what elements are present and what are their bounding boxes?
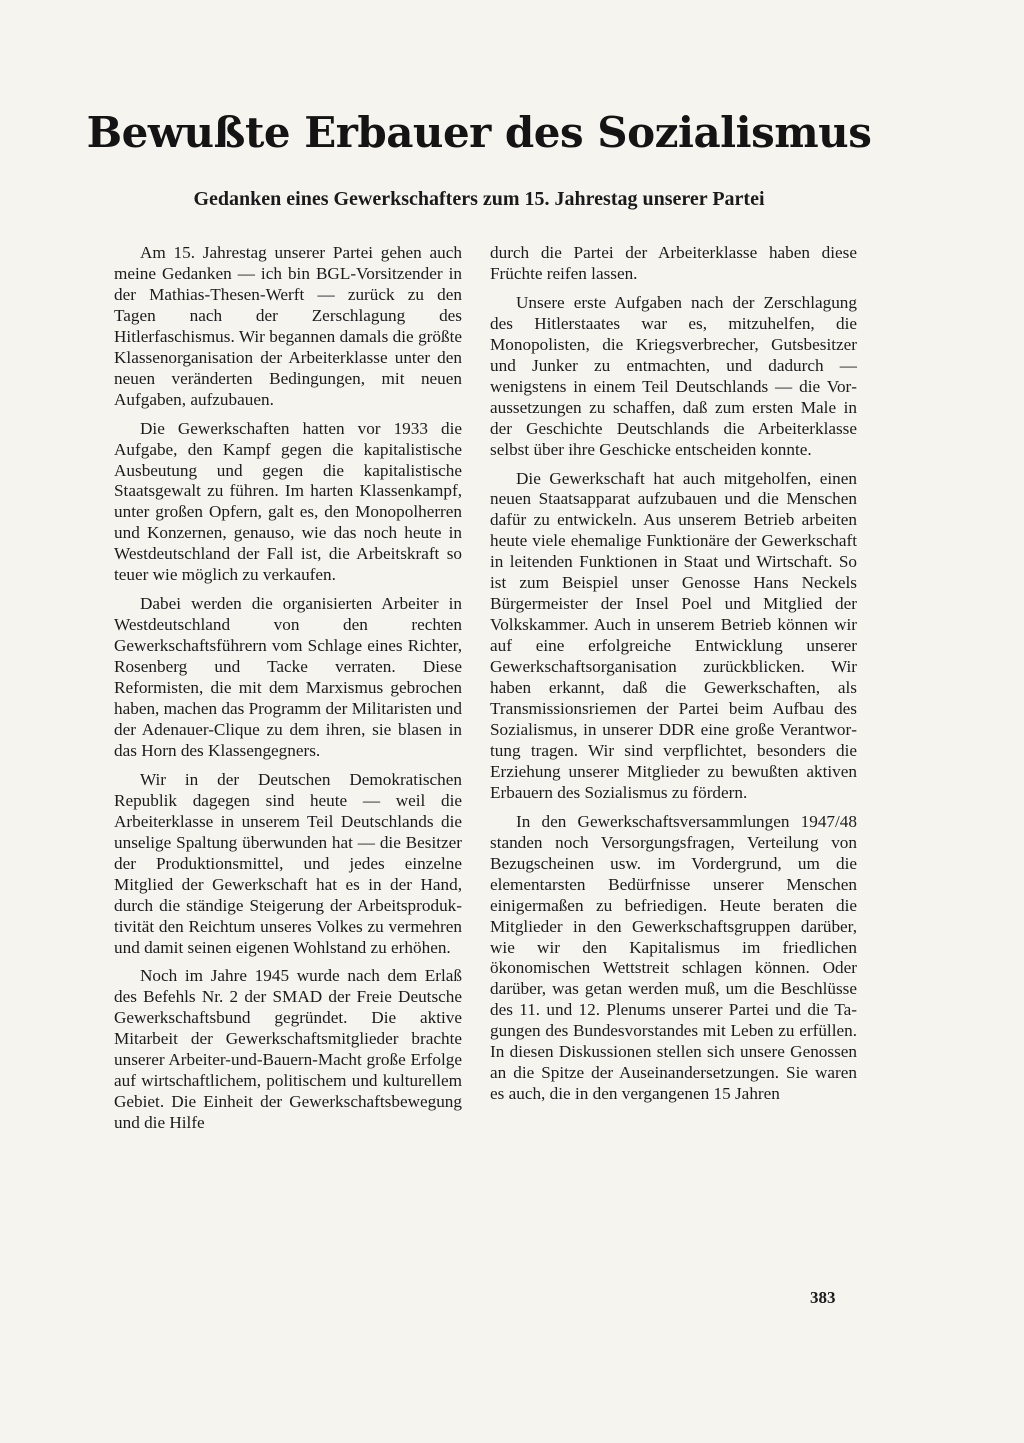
page-number: 383 [810,1288,836,1307]
right-column [490,243,857,1113]
paragraph: Dabei werden die organisierten Arbeiter in Westdeutschland von den rechten Gewerkschaftsführern vom Schlage eines Richter, Rosenberg und Tacke verraten. Diese Reformisten, die mit dem Marxismus gebrochen haben, machen das Programm der Militaristen und der Adenauer-Clique zu dem ihren, sie blasen in das Horn des Klassengegners. [114,594,462,760]
paragraph: Am 15. Jahrestag unserer Partei gehen auch meine Gedanken — ich bin BGL-Vorsitzender in der Mathias-Thesen-Werft — zurück zu den Tagen nach der Zerschlagung des Hitlerfaschismus. Wir begannen damals die größte Klassenorganisation der Arbeiterklasse unter den neuen veränderten Bedingungen, mit neuen Aufgaben, aufzubauen. [114,243,462,409]
paragraph: Unsere erste Aufgaben nach der Zerschlagung des Hitlerstaates war es, mitzuhelfen, die Monopolisten, die Kriegsverbrecher, Gutsbesitzer und Junker zu entmachten, und dadurch — wenigstens in einem Teil Deutschlands — die Voraussetzungen zu schaffen, daß zum ersten Male in der Geschichte Deutschlands die Arbeiterklasse selbst über ihre Geschicke entscheiden konnte. [490,292,857,459]
paragraph: In den Gewerkschaftsversammlungen 1947/48 standen noch Versorgungsfragen, Verteilung von Bezugscheinen usw. im Vordergrund, um die elementarsten Bedürfnisse unserer Menschen einigermaßen zu befriedigen. Heute beraten die Mitglieder in den Gewerkschaftsgruppen darüber, wie wir den Kapitalismus im friedlichen ökonomischen Wettstreit schlagen können. Oder darüber, was getan werden muß, um die Beschlüsse des 11. und 12. Plenums unserer Partei und die Tagungen des Bundesvorstandes mit Leben zu erfüllen. In diesen Diskussionen stellen sich unsere Genossen an die Spitze der Auseinandersetzungen. Sie waren es auch, die in den vergangenen 15 Jahren [490,811,857,1104]
paragraph: durch die Partei der Arbeiterklasse haben diese Früchte reifen lassen. [490,243,857,283]
article-subtitle: Gedanken eines Gewerkschafters zum 15. Jahrestag unserer Partei [193,188,765,210]
paragraph: Noch im Jahre 1945 wurde nach dem Erlaß des Befehls Nr. 2 der SMAD der Freie Deutsche Gewerkschaftsbund gegründet. Die aktive Mitarbeit der Gewerkschaftsmitglieder brachte unserer Arbeiter-und-Bauern-Macht große Erfolge auf wirtschaftlichem, politischem und kulturellem Gebiet. Die Einheit der Gewerkschaftsbewegung und die Hilfe [114,966,462,1133]
paragraph: Die Gewerkschaft hat auch mitgeholfen, einen neuen Staatsapparat aufzubauen und die Menschen dafür zu entwickeln. Aus unserem Betrieb arbeiten heute viele ehemalige Funktionäre der Gewerkschaft in leitenden Funktionen in Staat und Wirtschaft. So ist zum Beispiel unser Genosse Hans Neckels Bürgermeister der Insel Poel und Mitglied der Volkskammer. Auch in unserem Betrieb können wir auf eine erfolgreiche Entwicklung unserer Gewerkschaftsorganisation zurückblicken. Wir haben erkannt, daß die Gewerkschaften, als Transmissionsriemen der Partei beim Aufbau des Sozialismus, in unserer DDR eine große Verantwortung tragen. Wir sind verpflichtet, besonders die Erziehung unserer Mitglieder zu bewußten aktiven Erbauern des Sozialismus zu fördern. [490,468,857,802]
article-title: Bewußte Erbauer des Sozialismus [86,108,872,157]
paragraph: Wir in der Deutschen Demokratischen Republik dagegen sind heute — weil die Arbeiterklasse in unserem Teil Deutschlands die unselige Spaltung überwunden hat — die Besitzer der Produktionsmittel, und jedes einzelne Mitglied der Gewerkschaft hat es in der Hand, durch die ständige Steigerung der Arbeitsproduktivität den Reichtum unseres Volkes zu vermehren und damit seinen eigenen Wohlstand zu erhöhen. [114,769,462,957]
left-column [114,243,462,1142]
paragraph: Die Gewerkschaften hatten vor 1933 die Aufgabe, den Kampf gegen die kapitalistische Ausbeutung und gegen die kapitalistische Staatsgewalt zu führen. Im harten Klassenkampf, unter großen Opfern, galt es, den Monopolherren und Konzernen, genauso, wie das noch heute in Westdeutschland der Fall ist, die Arbeitskraft so teuer wie möglich zu verkaufen. [114,418,462,585]
